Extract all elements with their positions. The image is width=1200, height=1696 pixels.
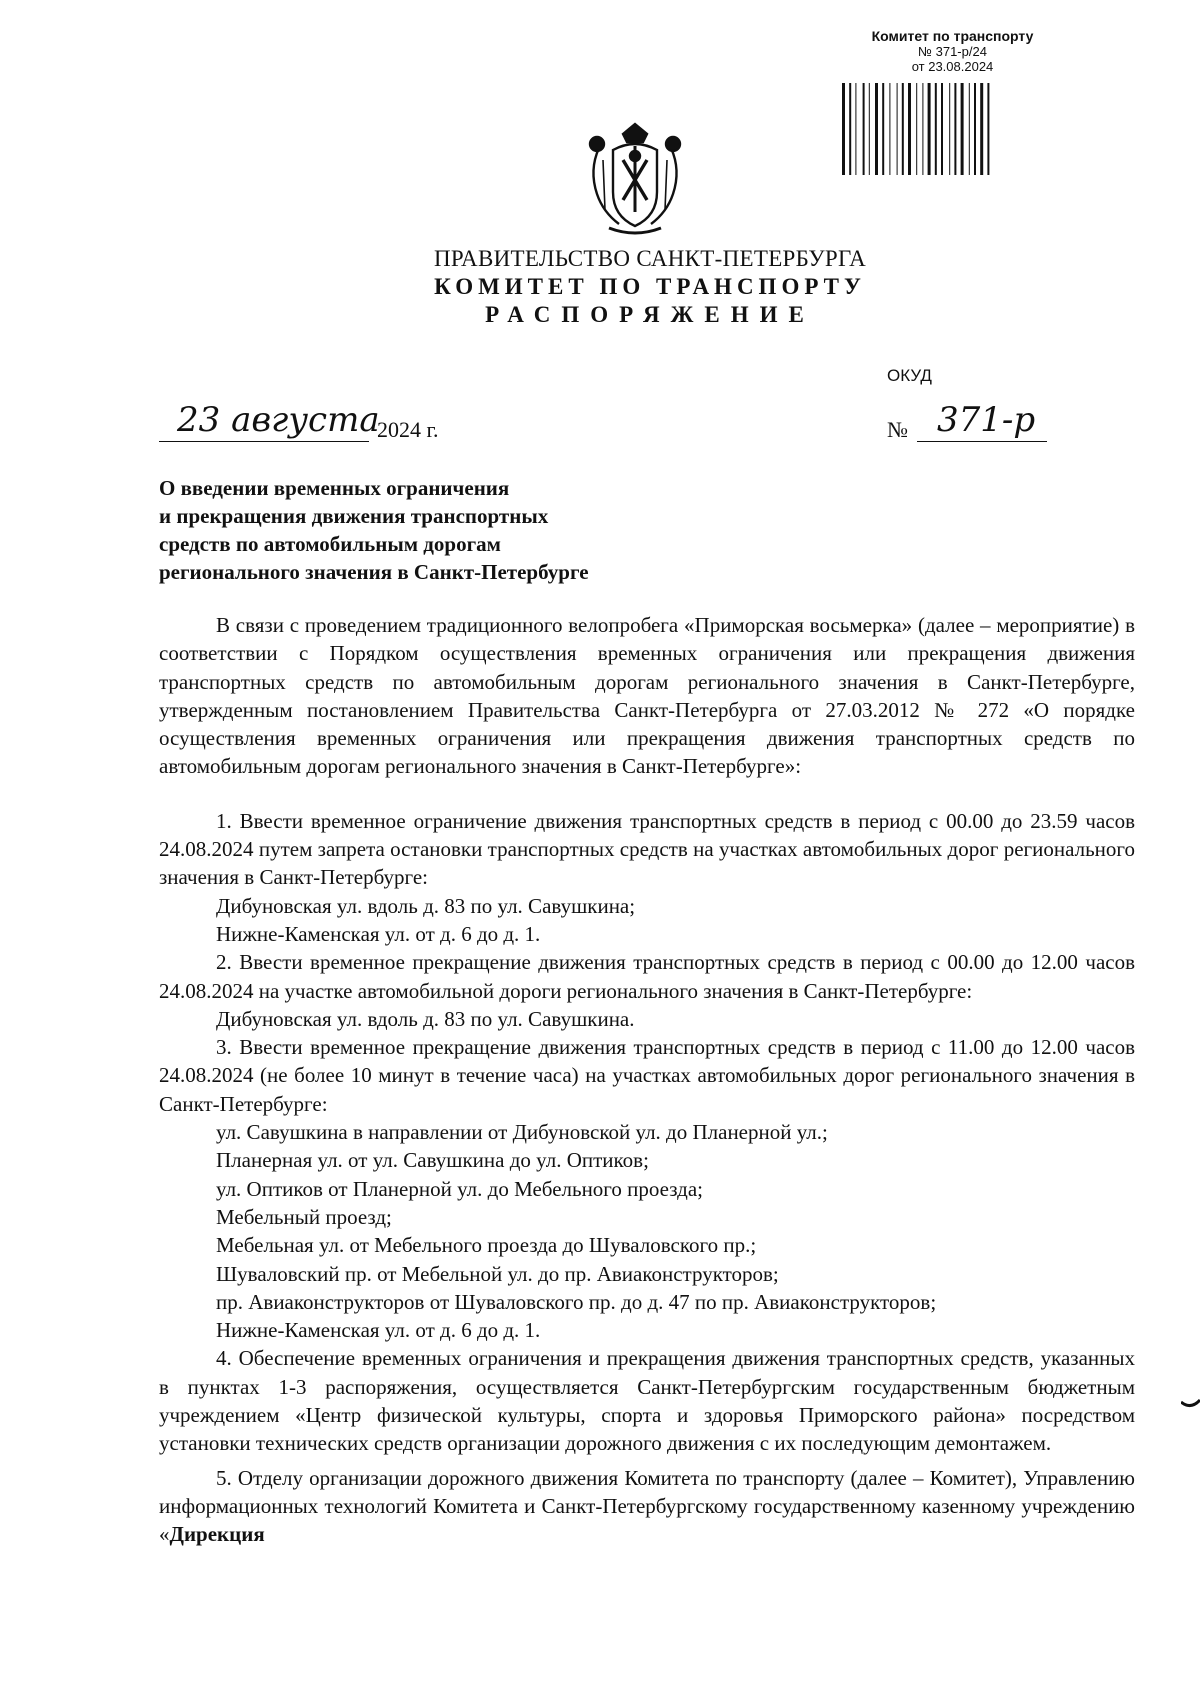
barcode-bar xyxy=(875,83,878,175)
stamp-line-3: от 23.08.2024 xyxy=(911,59,994,74)
preamble: В связи с проведением традиционного велопробега «Приморская восьмерка» (далее – мероприятие) в соответствии с Порядком осуществления временных ограничения или прекращения движения транспортных средств по автомобильным дорогам регионального значения в Санкт-Петербурге, утвержденным постановлением Правительства Санкт-Петербурга от 27.03.2012 № 272 «О порядке осуществления временных ограничения или прекращения движения транспортных средств по автомобильным дорогам регионального значения в Санкт-Петербурге»: xyxy=(159,613,1135,779)
barcode-bar xyxy=(961,83,964,175)
barcode-bar xyxy=(974,83,976,175)
barcode-bar xyxy=(928,83,931,175)
barcode-bar xyxy=(897,83,898,175)
barcode-bar xyxy=(855,83,856,175)
barcode-bar xyxy=(869,83,870,175)
barcode-bar xyxy=(916,83,917,175)
scan-mark-icon xyxy=(1181,1398,1200,1412)
paragraph-1: 1. Ввести временное ограничение движения транспортных средств в период с 00.00 до 23.59 часов 24.08.2024 путем запрета остановки транспортных средств на участках автомобильных дорог регионального значения в Санкт-Петербурге: xyxy=(159,808,1135,890)
list-item: Нижне-Каменская ул. от д. 6 до д. 1. xyxy=(216,921,541,946)
date-underline xyxy=(159,441,369,442)
barcode-bar xyxy=(922,83,923,175)
barcode-bar xyxy=(969,83,970,175)
list-item: ул. Оптиков от Планерной ул. до Мебельного проезда; xyxy=(216,1176,703,1201)
barcode-bar xyxy=(863,83,865,175)
stamp-line-2: № 371-р/24 xyxy=(918,44,987,59)
government-name: ПРАВИТЕЛЬСТВО САНКТ-ПЕТЕРБУРГА xyxy=(433,246,867,271)
barcode-bar xyxy=(842,83,845,175)
barcode-bar xyxy=(935,83,937,175)
paragraph-5-text: 5. Отделу организации дорожного движения Комитета по транспорту (далее – Комитет), Управлению информационных технологий Комитета и Санкт-Петербургскому государственному казенному учреждению « xyxy=(159,1465,1135,1547)
handwritten-date: 23 августа xyxy=(177,400,380,440)
title-line: средств по автомобильным дорогам xyxy=(159,532,501,556)
barcode-bar xyxy=(980,83,983,175)
title-line: О введении временных ограничения xyxy=(159,476,510,500)
list-item: Планерная ул. от ул. Савушкина до ул. Оптиков; xyxy=(216,1148,649,1173)
handwritten-number: 371-р xyxy=(937,400,1036,440)
paragraph-5-bold: Дирекция xyxy=(169,1522,265,1547)
list-item: Мебельный проезд; xyxy=(216,1204,392,1229)
document-body xyxy=(159,611,1135,1549)
barcode-bar xyxy=(908,83,911,175)
barcode-bar xyxy=(987,83,989,175)
paragraph-5 xyxy=(159,1464,1135,1549)
barcode-bar xyxy=(889,83,890,175)
document-number xyxy=(887,400,1057,450)
paragraph-3: 3. Ввести временное прекращение движения транспортных средств в период с 11.00 до 12.00 часов 24.08.2024 (не более 10 минут в течение часа) на участках автомобильных дорог регионального значения в Санкт-Петербурге: xyxy=(159,1035,1135,1116)
document-title xyxy=(159,474,719,586)
barcode-bar xyxy=(882,83,884,175)
document-date xyxy=(159,400,479,450)
date-year: 2024 г. xyxy=(377,417,439,442)
list-item: Шуваловский пр. от Мебельной ул. до пр. Авиаконструкторов; xyxy=(216,1261,779,1286)
committee-name: КОМИТЕТ ПО ТРАНСПОРТУ xyxy=(434,274,866,299)
document-type: РАСПОРЯЖЕНИЕ xyxy=(485,302,815,327)
list-item: Мебельная ул. от Мебельного проезда до Шуваловского пр.; xyxy=(216,1233,757,1258)
list-item: Дибуновская ул. вдоль д. 83 по ул. Савушкина; xyxy=(216,893,636,918)
registration-stamp xyxy=(840,28,1065,74)
paragraph-2: 2. Ввести временное прекращение движения транспортных средств в период с 00.00 до 12.00 часов 24.08.2024 на участке автомобильной дороги регионального значения в Санкт-Петербурге: xyxy=(159,950,1135,1003)
paragraph-4: 4. Обеспечение временных ограничения и прекращения движения транспортных средств, указанных в пунктах 1-3 распоряжения, осуществляется Санкт-Петербургским государственным бюджетным учреждением «Центр физической культуры, спорта и здоровья Приморского района» посредством установки технических средств организации дорожного движения с их последующим демонтажем. xyxy=(159,1346,1135,1456)
list-item: ул. Савушкина в направлении от Дибуновской ул. до Планерной ул.; xyxy=(216,1120,828,1145)
barcode-icon xyxy=(842,83,1052,175)
list-item: Нижне-Каменская ул. от д. 6 до д. 1. xyxy=(216,1318,541,1343)
barcode-bar xyxy=(902,83,904,175)
list-item: пр. Авиаконструкторов от Шуваловского пр. до д. 47 по пр. Авиаконструкторов; xyxy=(216,1289,937,1314)
barcode-bar xyxy=(849,83,851,175)
stamp-line-1: Комитет по транспорту xyxy=(871,28,1034,44)
title-line: и прекращения движения транспортных xyxy=(159,504,549,528)
okud-label: ОКУД xyxy=(887,366,932,385)
barcode-bar xyxy=(954,83,956,175)
barcode-bar xyxy=(941,83,943,175)
list-item: Дибуновская ул. вдоль д. 83 по ул. Савушкина. xyxy=(216,1006,635,1031)
title-line: регионального значения в Санкт-Петербурге xyxy=(159,560,589,584)
barcode-bar xyxy=(949,83,950,175)
coat-of-arms-icon xyxy=(583,120,687,238)
number-sign: № xyxy=(887,417,908,442)
number-underline xyxy=(917,441,1047,442)
